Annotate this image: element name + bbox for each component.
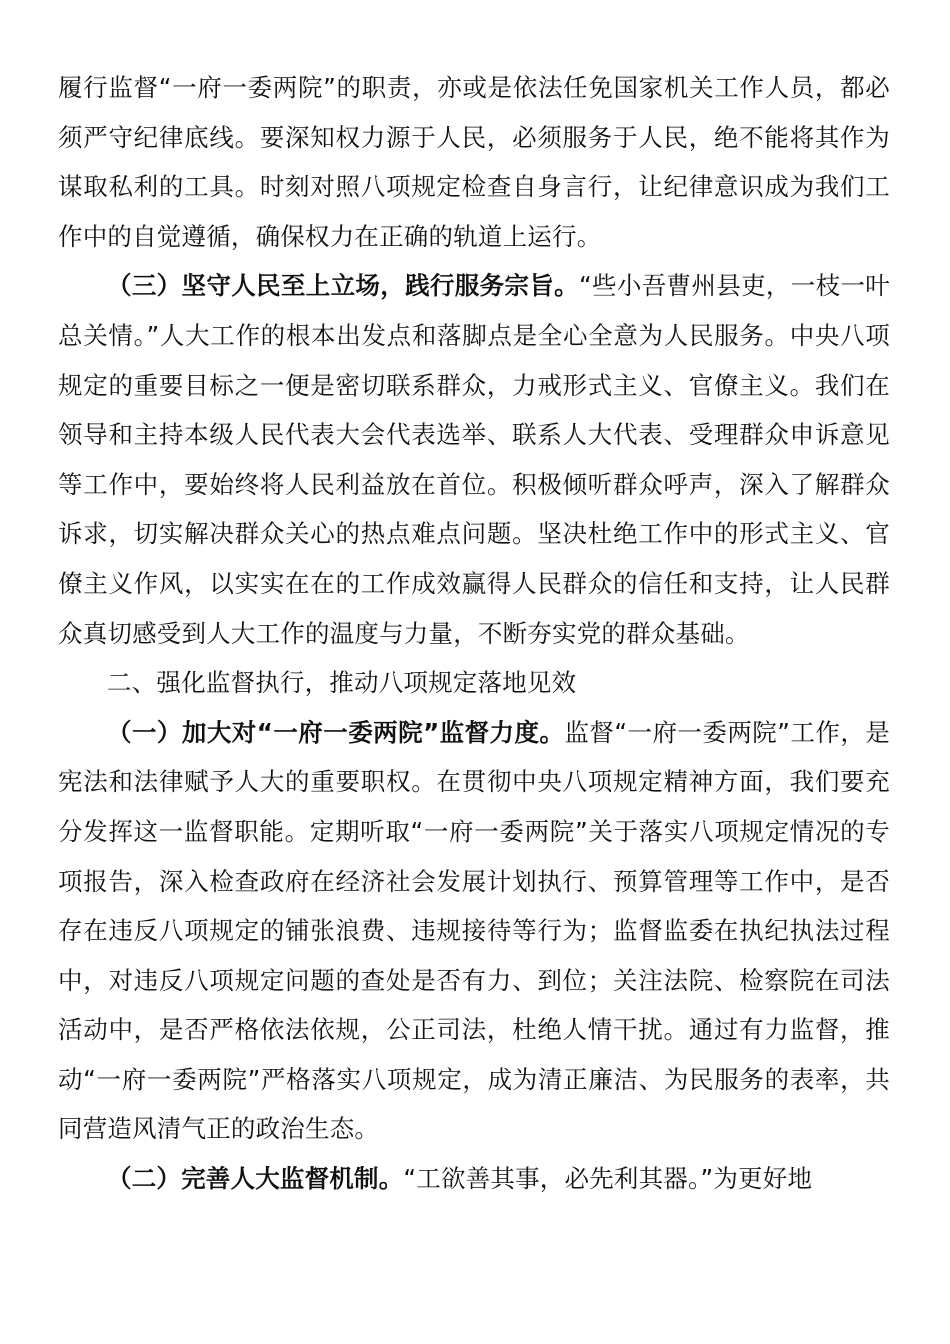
paragraph-continuation	[58, 63, 890, 261]
paragraph-text: 履行监督“一府一委两院”的职责，亦或是依法任免国家机关工作人员，都必须严守纪律底线。要深知权力源于人民，必须服务于人民，绝不能将其作为谋取私利的工具。时刻对照八项规定检查自身言行，让纪律意识成为我们工作中的自觉遵循，确保权力在正确的轨道上运行。	[58, 73, 890, 251]
paragraph-subsection-2	[58, 1154, 890, 1204]
heading-text: 二、强化监督执行，推动八项规定落地见效	[107, 668, 577, 698]
chapter-heading	[58, 658, 890, 708]
paragraph-text: 监督“一府一委两院”工作，是宪法和法律赋予人大的重要职权。在贯彻中央八项规定精神方面，我们要充分发挥这一监督职能。定期听取“一府一委两院”关于落实八项规定情况的专项报告，深入检查政府在经济社会发展计划执行、预算管理等工作中，是否存在违反八项规定的铺张浪费、违规接待等行为；监督监委在执纪执法过程中，对违反八项规定问题的查处是否有力、到位；关注法院、检察院在司法活动中，是否严格依法依规，公正司法，杜绝人情干扰。通过有力监督，推动“一府一委两院”严格落实八项规定，成为清正廉洁、为民服务的表率，共同营造风清气正的政治生态。	[58, 717, 890, 1144]
paragraph-subsection-1	[58, 708, 890, 1154]
section-heading: （二）完善人大监督机制。	[107, 1164, 404, 1194]
paragraph-text: “些小吾曹州县吏，一枝一叶总关情。”人大工作的根本出发点和落脚点是全心全意为人民服务。中央八项规定的重要目标之一便是密切联系群众，力戒形式主义、官僚主义。我们在领导和主持本级人民代表大会代表选举、联系人大代表、受理群众申诉意见等工作中，要始终将人民利益放在首位。积极倾听群众呼声，深入了解群众诉求，切实解决群众关心的热点难点问题。坚决杜绝工作中的形式主义、官僚主义作风，以实实在在的工作成效赢得人民群众的信任和支持，让人民群众真切感受到人大工作的温度与力量，不断夯实党的群众基础。	[58, 271, 890, 648]
section-heading: （三）坚守人民至上立场，践行服务宗旨。	[107, 271, 579, 301]
paragraph-section-3	[58, 261, 890, 658]
document-body	[58, 63, 890, 1204]
paragraph-text: “工欲善其事，必先利其器。”为更好地	[403, 1164, 813, 1194]
section-heading: （一）加大对“一府一委两院”监督力度。	[107, 717, 565, 747]
